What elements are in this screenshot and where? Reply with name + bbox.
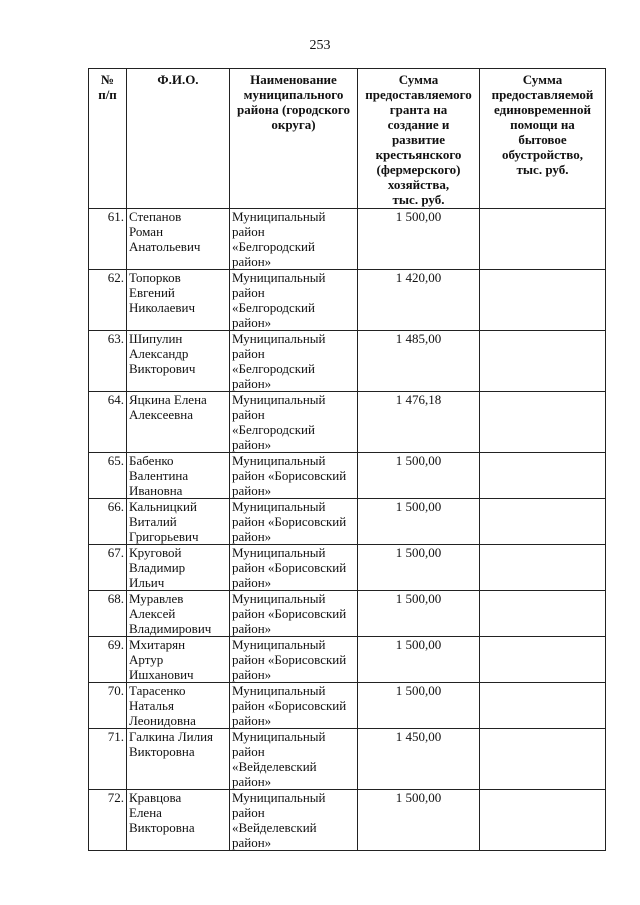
aid-amount-cell xyxy=(480,499,606,545)
district-cell xyxy=(230,270,358,331)
cell-text-line: район «Борисовский xyxy=(232,468,347,483)
table-body xyxy=(89,209,606,851)
table-row xyxy=(89,637,606,683)
cell-text-line: «Вейделевский xyxy=(232,820,317,835)
district-cell xyxy=(230,392,358,453)
cell-text-line: Викторович xyxy=(129,361,196,376)
grant-amount-cell: 1 450,00 xyxy=(358,729,480,790)
full-name-cell xyxy=(127,729,230,790)
cell-text-line: обустройство, xyxy=(502,147,583,162)
page-number: 253 xyxy=(309,38,331,53)
cell-text-line: Евгений xyxy=(129,285,175,300)
district-cell xyxy=(230,209,358,270)
cell-text-line: район xyxy=(232,805,265,820)
district-cell xyxy=(230,331,358,392)
cell-text-line: Муниципальный xyxy=(232,790,326,805)
aid-amount-cell xyxy=(480,209,606,270)
header-aid xyxy=(480,69,606,209)
cell-text-line: район» xyxy=(232,254,272,269)
cell-text-line: развитие xyxy=(391,132,446,147)
cell-text-line: Муниципальный xyxy=(232,453,326,468)
cell-text-line: район» xyxy=(232,437,272,452)
grant-amount-cell: 1 500,00 xyxy=(358,637,480,683)
aid-amount-cell xyxy=(480,591,606,637)
grant-amount-cell: 1 476,18 xyxy=(358,392,480,453)
cell-text-line: Ф.И.О. xyxy=(157,72,199,87)
aid-amount-cell xyxy=(480,331,606,392)
cell-text-line: район xyxy=(232,224,265,239)
full-name-cell xyxy=(127,453,230,499)
cell-text-line: Елена xyxy=(129,805,162,820)
cell-text-line: п/п xyxy=(98,87,117,102)
cell-text-line: Муниципальный xyxy=(232,499,326,514)
cell-text-line: Муниципальный xyxy=(232,270,326,285)
aid-amount-cell xyxy=(480,453,606,499)
aid-amount-cell xyxy=(480,683,606,729)
cell-text-line: район» xyxy=(232,315,272,330)
cell-text-line: Шипулин xyxy=(129,331,183,346)
table-row xyxy=(89,453,606,499)
cell-text-line: Галкина Лилия xyxy=(129,729,214,744)
cell-text-line: Наталья xyxy=(129,698,174,713)
grant-amount-cell: 1 485,00 xyxy=(358,331,480,392)
table-row xyxy=(89,545,606,591)
cell-text-line: «Белгородский xyxy=(232,361,315,376)
cell-text-line: район» xyxy=(232,529,272,544)
cell-text-line: район xyxy=(232,285,265,300)
cell-text-line: Леонидовна xyxy=(129,713,196,728)
table-header-row xyxy=(89,69,606,209)
full-name-cell xyxy=(127,331,230,392)
cell-text-line: Алексей xyxy=(129,606,176,621)
cell-text-line: Ишханович xyxy=(129,667,194,682)
cell-text-line: Сумма xyxy=(522,72,563,87)
row-number-cell: 62. xyxy=(89,270,127,331)
grant-amount-cell: 1 500,00 xyxy=(358,790,480,851)
cell-text-line: Муравлев xyxy=(129,591,184,606)
cell-text-line: район» xyxy=(232,483,272,498)
table-row xyxy=(89,683,606,729)
district-cell xyxy=(230,683,358,729)
cell-text-line: Наименование xyxy=(250,72,337,87)
cell-text-line: район» xyxy=(232,376,272,391)
district-cell xyxy=(230,453,358,499)
cell-text-line: Тарасенко xyxy=(129,683,186,698)
table-row xyxy=(89,499,606,545)
cell-text-line: район» xyxy=(232,713,272,728)
cell-text-line: Ивановна xyxy=(129,483,183,498)
table-row xyxy=(89,392,606,453)
aid-amount-cell xyxy=(480,545,606,591)
header-district xyxy=(230,69,358,209)
cell-text-line: тыс. руб. xyxy=(392,192,445,207)
cell-text-line: Викторовна xyxy=(129,820,195,835)
table-row xyxy=(89,729,606,790)
grant-recipients-table xyxy=(88,68,606,851)
cell-text-line: район «Борисовский xyxy=(232,698,347,713)
cell-text-line: Муниципальный xyxy=(232,591,326,606)
table-row xyxy=(89,209,606,270)
full-name-cell xyxy=(127,545,230,591)
cell-text-line: Григорьевич xyxy=(129,529,199,544)
cell-text-line: Валентина xyxy=(129,468,189,483)
header-num xyxy=(89,69,127,209)
cell-text-line: Муниципальный xyxy=(232,209,326,224)
cell-text-line: Круговой xyxy=(129,545,182,560)
cell-text-line: район» xyxy=(232,575,272,590)
full-name-cell xyxy=(127,209,230,270)
cell-text-line: Мхитарян xyxy=(129,637,186,652)
cell-text-line: район «Борисовский xyxy=(232,606,347,621)
cell-text-line: гранта на xyxy=(389,102,448,117)
cell-text-line: Сумма xyxy=(398,72,439,87)
aid-amount-cell xyxy=(480,790,606,851)
cell-text-line: округа) xyxy=(271,117,316,132)
cell-text-line: Владимир xyxy=(129,560,186,575)
cell-text-line: район» xyxy=(232,774,272,789)
full-name-cell xyxy=(127,637,230,683)
grant-amount-cell: 1 500,00 xyxy=(358,453,480,499)
cell-text-line: Муниципальный xyxy=(232,392,326,407)
cell-text-line: Яцкина Елена xyxy=(129,392,207,407)
cell-text-line: Александр xyxy=(129,346,189,361)
cell-text-line: район «Борисовский xyxy=(232,514,347,529)
row-number-cell: 66. xyxy=(89,499,127,545)
district-cell xyxy=(230,790,358,851)
cell-text-line: хозяйства, xyxy=(387,177,450,192)
aid-amount-cell xyxy=(480,729,606,790)
cell-text-line: район» xyxy=(232,835,272,850)
cell-text-line: «Белгородский xyxy=(232,300,315,315)
cell-text-line: Степанов xyxy=(129,209,182,224)
cell-text-line: Артур xyxy=(129,652,164,667)
cell-text-line: район» xyxy=(232,621,272,636)
cell-text-line: (фермерского) xyxy=(376,162,461,177)
district-cell xyxy=(230,637,358,683)
cell-text-line: Муниципальный xyxy=(232,683,326,698)
cell-text-line: Викторовна xyxy=(129,744,195,759)
cell-text-line: предоставляемой xyxy=(491,87,594,102)
cell-text-line: Алексеевна xyxy=(129,407,193,422)
row-number-cell: 72. xyxy=(89,790,127,851)
aid-amount-cell xyxy=(480,270,606,331)
cell-text-line: Муниципальный xyxy=(232,545,326,560)
grant-amount-cell: 1 500,00 xyxy=(358,499,480,545)
cell-text-line: район xyxy=(232,744,265,759)
aid-amount-cell xyxy=(480,637,606,683)
table-row xyxy=(89,331,606,392)
row-number-cell: 71. xyxy=(89,729,127,790)
cell-text-line: Муниципальный xyxy=(232,729,326,744)
row-number-cell: 64. xyxy=(89,392,127,453)
cell-text-line: Топорков xyxy=(129,270,181,285)
cell-text-line: «Белгородский xyxy=(232,239,315,254)
row-number-cell: 70. xyxy=(89,683,127,729)
full-name-cell xyxy=(127,392,230,453)
district-cell xyxy=(230,591,358,637)
cell-text-line: «Белгородский xyxy=(232,422,315,437)
cell-text-line: район «Борисовский xyxy=(232,652,347,667)
row-number-cell: 68. xyxy=(89,591,127,637)
cell-text-line: Анатольевич xyxy=(129,239,201,254)
full-name-cell xyxy=(127,270,230,331)
cell-text-line: Кальницкий xyxy=(129,499,197,514)
row-number-cell: 61. xyxy=(89,209,127,270)
cell-text-line: единовременной xyxy=(494,102,591,117)
grant-amount-cell: 1 500,00 xyxy=(358,545,480,591)
cell-text-line: Виталий xyxy=(129,514,177,529)
header-fio xyxy=(127,69,230,209)
full-name-cell xyxy=(127,591,230,637)
full-name-cell xyxy=(127,683,230,729)
cell-text-line: предоставляемого xyxy=(365,87,472,102)
grant-amount-cell: 1 500,00 xyxy=(358,591,480,637)
cell-text-line: тыс. руб. xyxy=(516,162,569,177)
table-row xyxy=(89,591,606,637)
cell-text-line: район xyxy=(232,346,265,361)
cell-text-line: район «Борисовский xyxy=(232,560,347,575)
cell-text-line: № xyxy=(100,72,115,87)
cell-text-line: Кравцова xyxy=(129,790,182,805)
grant-amount-cell: 1 500,00 xyxy=(358,683,480,729)
cell-text-line: Роман xyxy=(129,224,164,239)
row-number-cell: 69. xyxy=(89,637,127,683)
cell-text-line: район xyxy=(232,407,265,422)
cell-text-line: муниципального xyxy=(243,87,344,102)
table-row xyxy=(89,790,606,851)
cell-text-line: крестьянского xyxy=(375,147,462,162)
cell-text-line: «Вейделевский xyxy=(232,759,317,774)
cell-text-line: Муниципальный xyxy=(232,637,326,652)
cell-text-line: Бабенко xyxy=(129,453,174,468)
district-cell xyxy=(230,499,358,545)
cell-text-line: помощи на xyxy=(510,117,575,132)
cell-text-line: Муниципальный xyxy=(232,331,326,346)
row-number-cell: 63. xyxy=(89,331,127,392)
grant-amount-cell: 1 420,00 xyxy=(358,270,480,331)
full-name-cell xyxy=(127,790,230,851)
cell-text-line: Ильич xyxy=(129,575,165,590)
cell-text-line: создание и xyxy=(387,117,450,132)
district-cell xyxy=(230,545,358,591)
cell-text-line: района (городского xyxy=(237,102,350,117)
aid-amount-cell xyxy=(480,392,606,453)
header-grant xyxy=(358,69,480,209)
full-name-cell xyxy=(127,499,230,545)
cell-text-line: Николаевич xyxy=(129,300,195,315)
table-row xyxy=(89,270,606,331)
row-number-cell: 65. xyxy=(89,453,127,499)
row-number-cell: 67. xyxy=(89,545,127,591)
grant-amount-cell: 1 500,00 xyxy=(358,209,480,270)
district-cell xyxy=(230,729,358,790)
cell-text-line: бытовое xyxy=(518,132,567,147)
cell-text-line: район» xyxy=(232,667,272,682)
cell-text-line: Владимирович xyxy=(129,621,212,636)
